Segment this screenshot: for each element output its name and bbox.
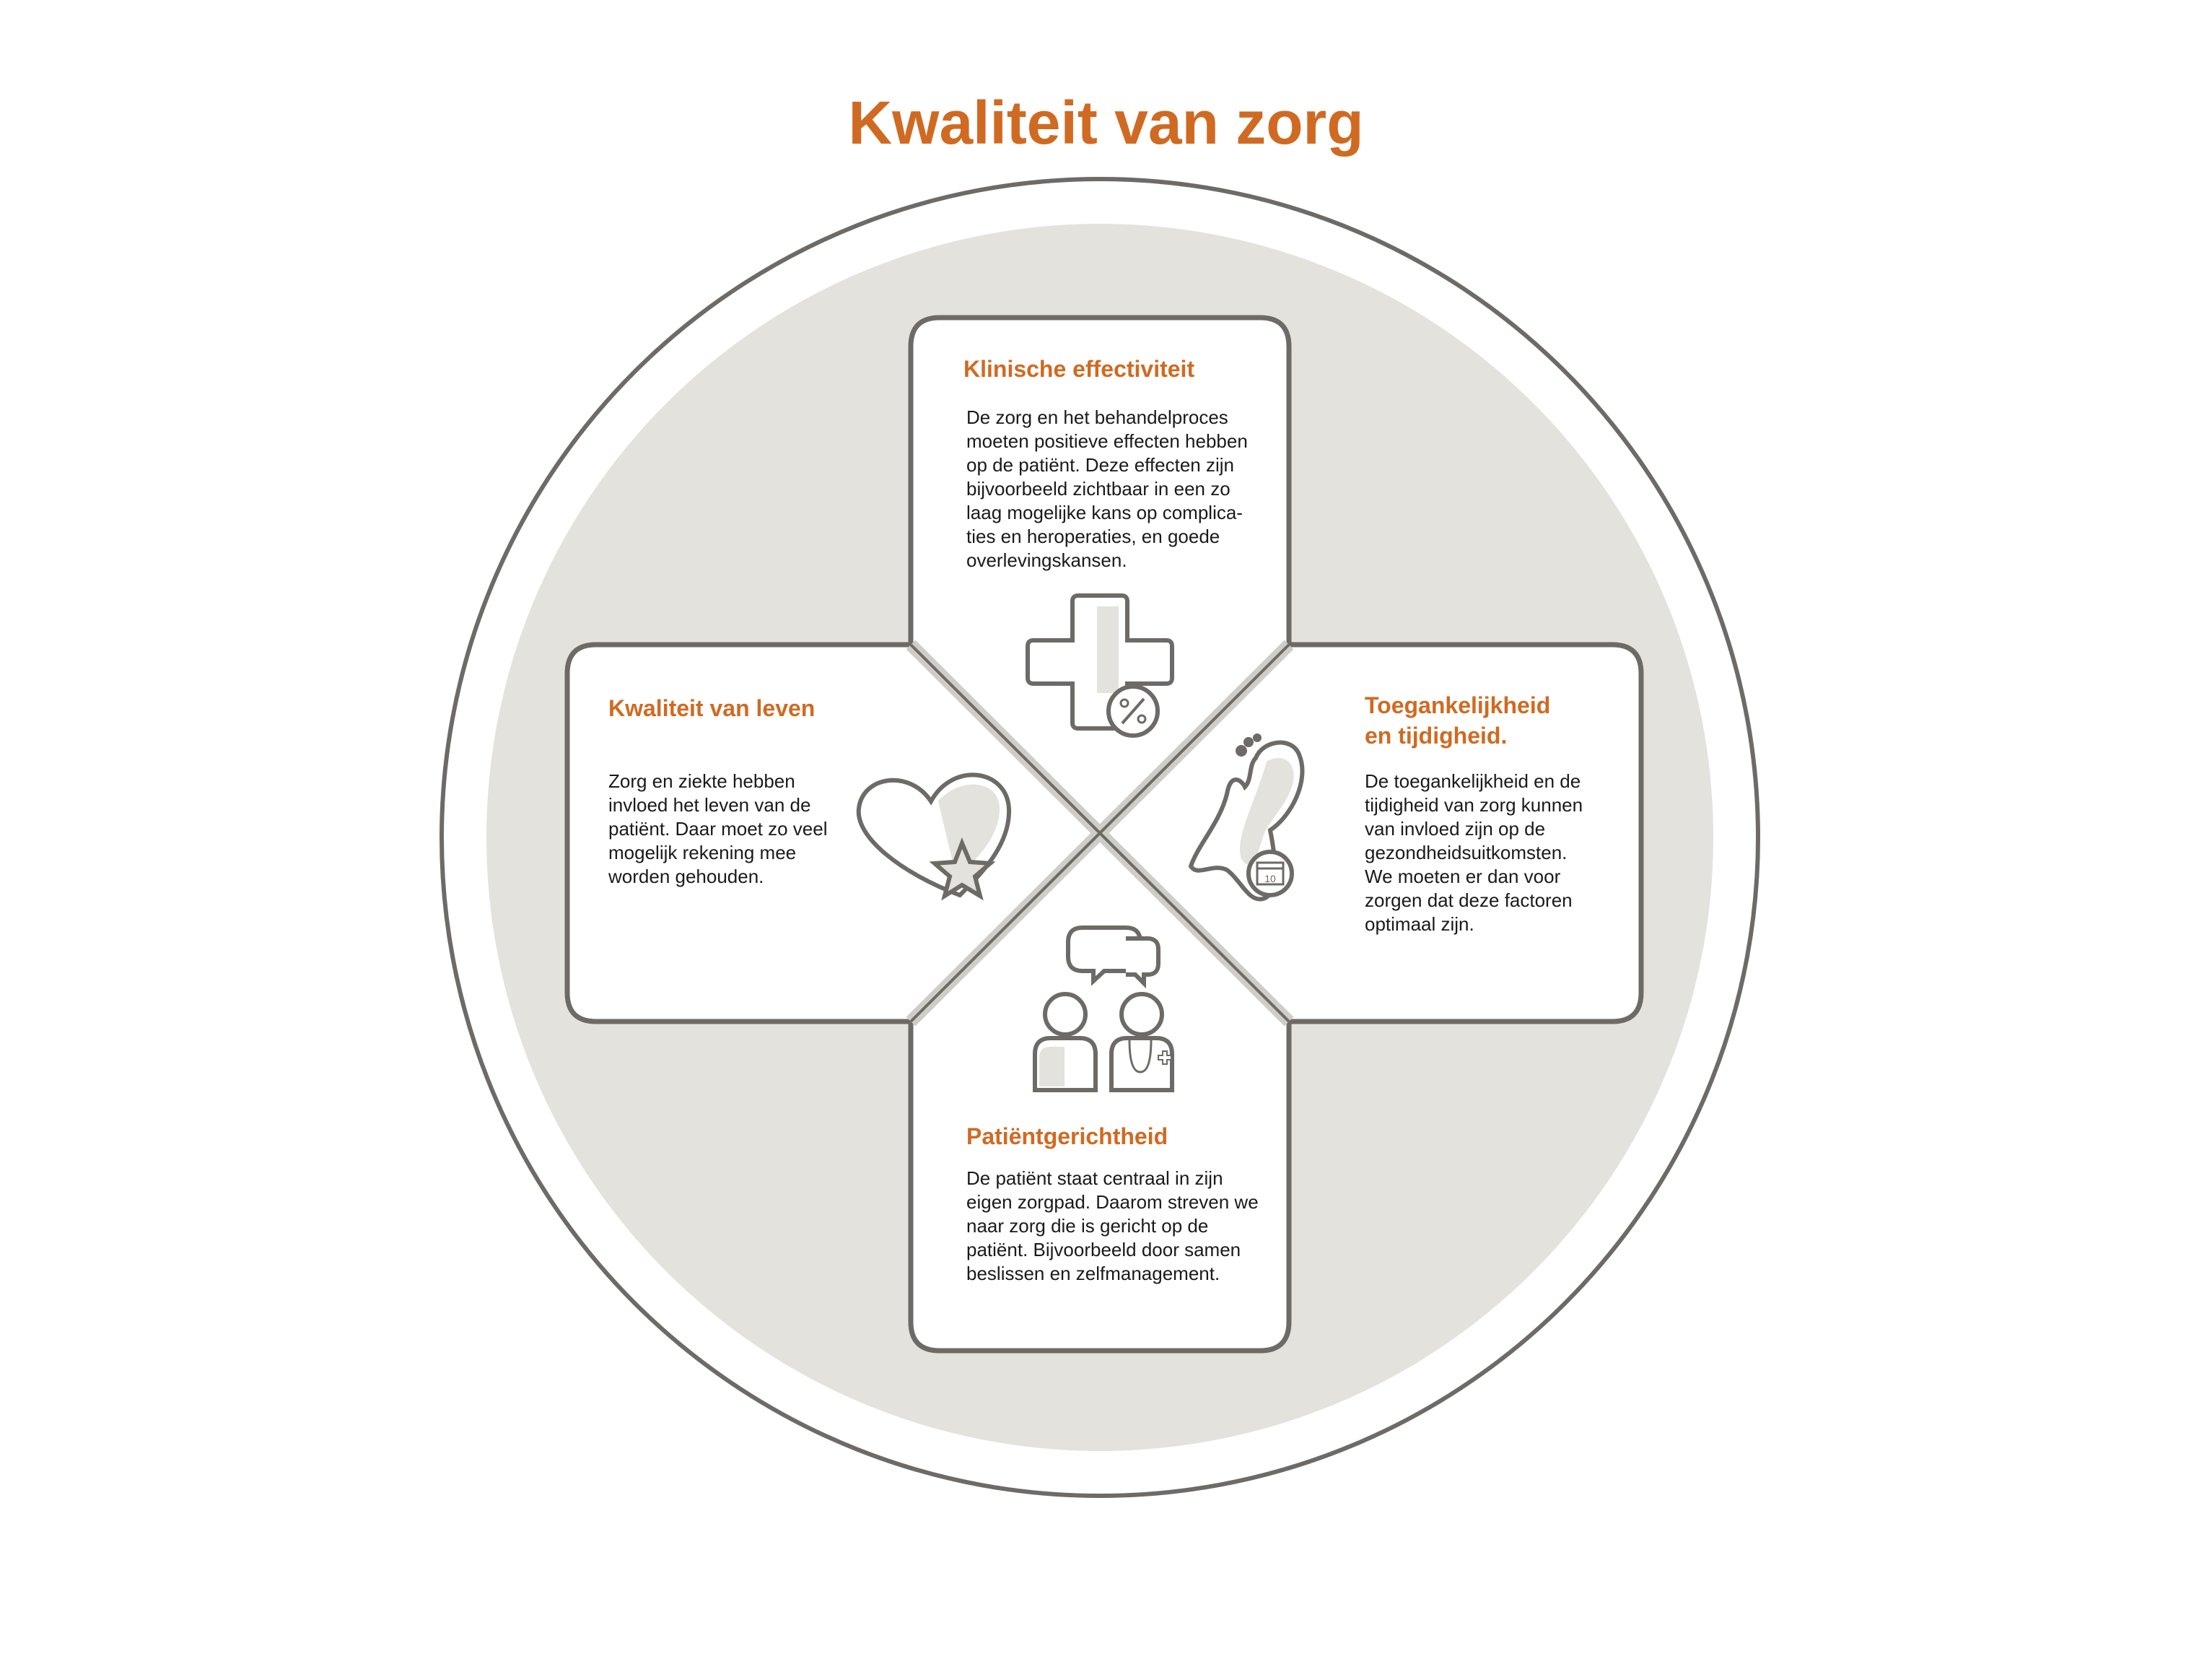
quadrant-title-patient-centeredness: Patiëntgerichtheid: [966, 1123, 1168, 1149]
quadrant-body-patient-centeredness: De patiënt staat centraal in zijn eigen zorgpad. Daarom streven we naar zorg die is gericht op de patiënt. Bijvoorbeeld door samen beslissen en zelfmanagement.: [966, 1167, 1259, 1284]
quadrant-title-quality-of-life: Kwaliteit van leven: [608, 695, 816, 721]
quadrant-body-clinical-effectiveness: De zorg en het behandelproces moeten positieve effecten hebben op de patiënt. Deze effecten zijn bijvoorbeeld zichtbaar in een zo laag mogelijke kans op complica- ties en heroperaties, en goede overlevingskansen.: [966, 406, 1248, 571]
quadrant-body-quality-of-life: Zorg en ziekte hebben invloed het leven van de patiënt. Daar moet zo veel mogelijk rekening mee worden gehouden.: [608, 770, 828, 887]
calendar-day-text: 10: [1264, 873, 1276, 884]
quadrant-title-accessibility-timeliness: Toegankelijkheid en tijdigheid.: [1365, 692, 1551, 749]
quadrant-title-clinical-effectiveness: Klinische effectiviteit: [963, 356, 1195, 382]
page-title: Kwaliteit van zorg: [848, 89, 1364, 157]
quadrant-body-accessibility-timeliness: De toegankelijkheid en de tijdigheid van zorg kunnen van invloed zijn op de gezondheidsuitkomsten. We moeten er dan voor zorgen dat deze factoren optimaal zijn.: [1365, 770, 1583, 935]
